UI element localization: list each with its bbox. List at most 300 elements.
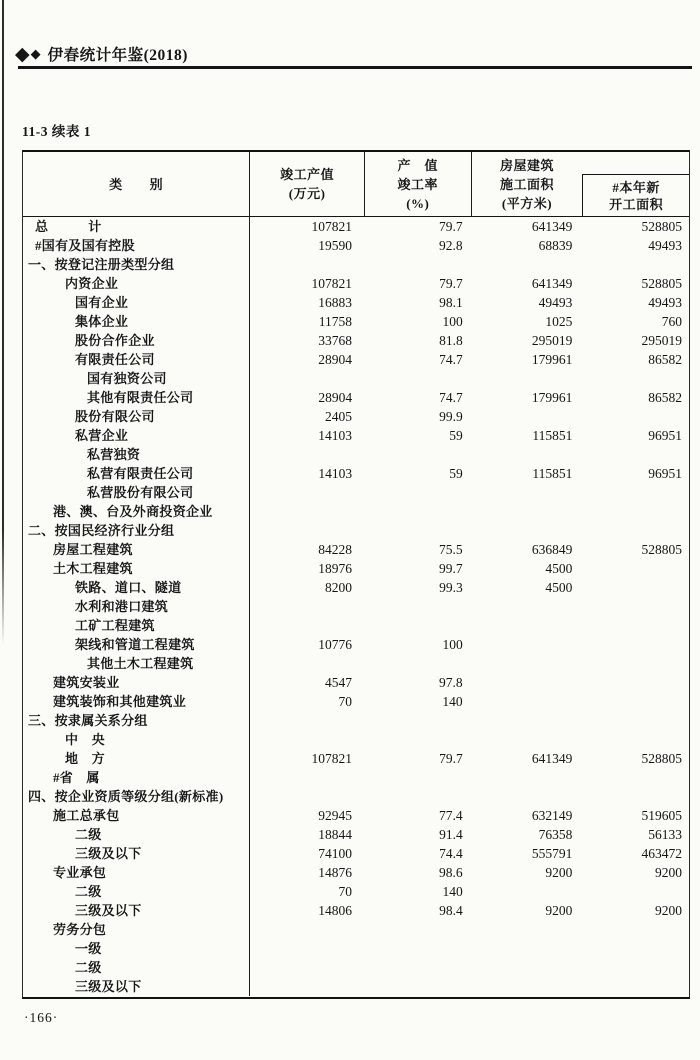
table-header-row xyxy=(23,152,689,217)
row-completion-rate-value xyxy=(365,958,472,977)
row-category-label xyxy=(23,502,250,521)
page-number: ·166· xyxy=(24,1010,59,1025)
row-new-start-area-value xyxy=(582,502,689,521)
table-row xyxy=(23,806,689,825)
row-new-start-area-value xyxy=(582,768,689,787)
row-category-label xyxy=(23,939,250,958)
table-row xyxy=(23,350,689,369)
row-category-label xyxy=(23,901,250,920)
row-construction-area-value xyxy=(472,445,583,464)
row-new-start-area-value: 528805 xyxy=(641,751,683,766)
row-category-text: 二级 xyxy=(75,827,102,842)
row-new-start-area-value xyxy=(582,483,689,502)
row-category-label xyxy=(23,730,250,749)
row-new-start-area-value xyxy=(582,597,689,616)
row-completed-output-value: 14876 xyxy=(318,865,352,880)
header-construction-area xyxy=(472,152,583,216)
row-category-label xyxy=(23,559,250,578)
row-category-label xyxy=(23,597,250,616)
row-new-start-area-value: 528805 xyxy=(641,276,683,291)
row-category-label xyxy=(23,464,250,483)
row-construction-area-value xyxy=(472,654,583,673)
table-row xyxy=(23,749,689,768)
row-new-start-area-value: 86582 xyxy=(648,390,682,405)
row-construction-area-value xyxy=(472,502,583,521)
row-completed-output-value: 14103 xyxy=(318,428,353,443)
row-construction-area-value: 76358 xyxy=(538,827,573,842)
row-category-text: 港、澳、台及外商投资企业 xyxy=(53,504,213,519)
row-completion-rate-value: 79.7 xyxy=(439,751,463,766)
row-construction-area-value xyxy=(472,958,583,977)
row-completion-rate-value xyxy=(365,521,472,540)
row-category-text: 二级 xyxy=(75,884,102,899)
row-construction-area-value xyxy=(472,939,583,958)
row-category-text: 建筑装饰和其他建筑业 xyxy=(53,694,187,709)
row-completion-rate-value: 77.4 xyxy=(439,808,463,823)
row-completed-output-value: 18976 xyxy=(318,561,352,576)
row-category-label xyxy=(23,407,250,426)
row-construction-area-value: 9200 xyxy=(545,865,573,880)
row-construction-area-value xyxy=(472,920,583,939)
row-category-label xyxy=(23,521,250,540)
row-completed-output-value xyxy=(250,369,365,388)
row-new-start-area-value: 96951 xyxy=(648,428,682,443)
row-completed-output-value: 107821 xyxy=(311,751,353,766)
row-construction-area-value: 641349 xyxy=(531,219,573,234)
row-new-start-area-value xyxy=(582,920,689,939)
header-line: 产 值 xyxy=(397,157,439,173)
header-line: 施工面积 xyxy=(499,176,554,192)
header-line: (平方米) xyxy=(501,195,553,211)
table-row xyxy=(23,540,689,559)
row-new-start-area-value xyxy=(582,730,689,749)
row-construction-area-value xyxy=(472,711,583,730)
table-row xyxy=(23,977,689,996)
row-new-start-area-value: 528805 xyxy=(641,219,682,234)
row-category-label xyxy=(23,578,250,597)
row-category-text: 三、按隶属关系分组 xyxy=(28,713,148,728)
header-line: 竣工产值 xyxy=(280,167,335,182)
row-completed-output-value: 74100 xyxy=(318,846,353,861)
header-line: 房屋建筑 xyxy=(499,157,554,173)
row-construction-area-value: 179961 xyxy=(531,352,573,367)
row-category-text: 建筑安装业 xyxy=(53,675,120,690)
row-completed-output-value: 33768 xyxy=(318,333,353,348)
row-construction-area-value xyxy=(472,635,583,654)
row-completion-rate-value xyxy=(365,502,472,521)
row-completion-rate-value: 98.6 xyxy=(439,865,463,880)
row-completion-rate-value: 59 xyxy=(449,428,463,443)
row-completion-rate-value: 98.4 xyxy=(439,903,463,918)
row-category-label xyxy=(23,540,250,559)
header-category xyxy=(23,152,250,216)
table-row xyxy=(23,863,689,882)
table-row xyxy=(23,559,689,578)
row-construction-area-value xyxy=(472,882,583,901)
row-new-start-area-value xyxy=(582,958,689,977)
row-completed-output-value: 28904 xyxy=(318,352,353,367)
row-new-start-area-value: 9200 xyxy=(655,865,682,880)
row-completion-rate-value xyxy=(365,255,472,274)
row-construction-area-value: 4500 xyxy=(545,580,573,595)
row-category-text: 土木工程建筑 xyxy=(53,561,133,576)
row-completed-output-value: 28904 xyxy=(318,390,353,405)
row-category-label xyxy=(23,236,250,255)
table-row xyxy=(23,920,689,939)
row-completed-output-value: 11758 xyxy=(318,314,353,329)
row-construction-area-value xyxy=(472,787,583,806)
row-construction-area-value xyxy=(472,977,583,996)
row-category-label xyxy=(23,863,250,882)
row-category-label xyxy=(23,825,250,844)
row-completion-rate-value xyxy=(365,920,472,939)
table-row xyxy=(23,939,689,958)
header-line: 竣工率 xyxy=(397,176,439,192)
row-category-text: 有限责任公司 xyxy=(75,352,155,367)
header-category-label: 类 别 xyxy=(109,176,164,192)
table-row xyxy=(23,483,689,502)
row-completed-output-value xyxy=(250,445,365,464)
row-construction-area-value: 555791 xyxy=(531,846,573,861)
row-completion-rate-value: 99.9 xyxy=(439,409,463,424)
row-completed-output-value xyxy=(250,711,365,730)
row-construction-area-value xyxy=(472,255,583,274)
row-category-text: 集体企业 xyxy=(75,314,129,329)
row-construction-area-value: 632149 xyxy=(531,808,573,823)
row-construction-area-value xyxy=(472,730,583,749)
table-row xyxy=(23,730,689,749)
table-row xyxy=(23,464,689,483)
row-completed-output-value xyxy=(250,787,365,806)
row-category-text: 私营企业 xyxy=(75,428,129,443)
header-completion-rate xyxy=(365,152,472,216)
row-completion-rate-value: 81.8 xyxy=(439,333,463,348)
row-completed-output-value xyxy=(250,616,365,635)
row-completion-rate-value xyxy=(365,711,472,730)
table-row xyxy=(23,578,689,597)
row-completed-output-value: 19590 xyxy=(318,238,352,253)
row-completed-output-value xyxy=(250,730,365,749)
table-row xyxy=(23,236,689,255)
row-new-start-area-value: 528805 xyxy=(641,542,682,557)
row-category-text: 其他有限责任公司 xyxy=(87,390,194,405)
header-new-start-area-box xyxy=(582,174,689,216)
row-construction-area-value: 115851 xyxy=(532,428,573,443)
row-completion-rate-value: 91.4 xyxy=(439,827,463,842)
row-category-label xyxy=(23,806,250,825)
row-category-label xyxy=(23,388,250,407)
row-new-start-area-value xyxy=(582,711,689,730)
row-category-text: 总 计 xyxy=(35,219,102,234)
row-category-text: 股份合作企业 xyxy=(75,333,155,348)
row-construction-area-value xyxy=(472,521,583,540)
row-category-text: #国有及国有控股 xyxy=(35,238,135,253)
row-category-label xyxy=(23,350,250,369)
header-line: (万元) xyxy=(288,186,326,201)
row-new-start-area-value xyxy=(582,559,689,578)
row-category-text: 三级及以下 xyxy=(75,979,142,994)
row-completed-output-value: 92945 xyxy=(318,808,352,823)
row-completed-output-value xyxy=(250,920,365,939)
row-construction-area-value: 9200 xyxy=(545,903,573,918)
row-category-text: 房屋工程建筑 xyxy=(53,542,133,557)
row-construction-area-value: 115851 xyxy=(532,466,573,481)
row-category-text: 二级 xyxy=(75,960,102,975)
row-category-label xyxy=(23,977,250,996)
row-new-start-area-value: 9200 xyxy=(655,903,682,918)
table-row xyxy=(23,293,689,312)
row-category-text: 三级及以下 xyxy=(75,903,142,918)
table-row xyxy=(23,388,689,407)
row-new-start-area-value xyxy=(582,445,689,464)
row-completed-output-value xyxy=(250,768,365,787)
row-completed-output-value: 14806 xyxy=(318,903,353,918)
table-row xyxy=(23,673,689,692)
row-completed-output-value: 70 xyxy=(338,884,353,899)
statistics-table xyxy=(22,150,690,999)
header-rule xyxy=(18,66,692,69)
row-category-label xyxy=(23,711,250,730)
row-category-text: 中 央 xyxy=(65,732,105,747)
row-construction-area-value xyxy=(472,407,583,426)
table-row xyxy=(23,217,689,236)
diamond-icon-small: ◆ xyxy=(30,46,41,62)
row-category-label xyxy=(23,217,250,236)
table-row xyxy=(23,692,689,711)
row-new-start-area-value xyxy=(582,939,689,958)
row-category-label xyxy=(23,255,250,274)
row-new-start-area-value xyxy=(582,654,689,673)
scan-edge-artifact xyxy=(2,0,4,645)
page-header-banner xyxy=(15,42,188,66)
row-completed-output-value: 4547 xyxy=(325,675,352,690)
row-construction-area-value xyxy=(472,483,583,502)
table-row xyxy=(23,654,689,673)
header-line: 开工面积 xyxy=(609,196,664,212)
row-category-label xyxy=(23,483,250,502)
row-completion-rate-value xyxy=(365,445,472,464)
row-new-start-area-value: 49493 xyxy=(648,238,682,253)
row-new-start-area-value: 760 xyxy=(661,314,682,329)
row-new-start-area-value xyxy=(582,255,689,274)
row-completion-rate-value: 74.7 xyxy=(439,352,463,367)
row-completed-output-value: 107821 xyxy=(311,219,352,234)
row-completed-output-value: 18844 xyxy=(318,827,353,842)
row-completed-output-value xyxy=(250,502,365,521)
table-row xyxy=(23,597,689,616)
row-construction-area-value: 295019 xyxy=(531,333,573,348)
row-completed-output-value xyxy=(250,521,365,540)
row-category-label xyxy=(23,768,250,787)
row-new-start-area-value: 56133 xyxy=(648,827,682,842)
row-construction-area-value: 641349 xyxy=(531,751,573,766)
table-caption: 11-3 续表 1 xyxy=(22,124,92,139)
table-row xyxy=(23,369,689,388)
row-completed-output-value: 2405 xyxy=(325,409,353,424)
row-completed-output-value: 10776 xyxy=(318,637,353,652)
table-row xyxy=(23,882,689,901)
row-construction-area-value: 49493 xyxy=(538,295,573,310)
row-completion-rate-value xyxy=(365,654,472,673)
row-new-start-area-value: 96951 xyxy=(648,466,682,481)
row-completion-rate-value: 74.7 xyxy=(439,390,463,405)
row-completion-rate-value: 74.4 xyxy=(439,846,463,861)
row-new-start-area-value xyxy=(582,692,689,711)
row-category-label xyxy=(23,787,250,806)
row-completion-rate-value: 98.1 xyxy=(439,295,463,310)
row-construction-area-value xyxy=(472,768,583,787)
row-new-start-area-value xyxy=(582,977,689,996)
row-completed-output-value: 107821 xyxy=(311,276,353,291)
row-construction-area-value: 641349 xyxy=(531,276,573,291)
table-row xyxy=(23,255,689,274)
row-category-label xyxy=(23,635,250,654)
row-category-text: 施工总承包 xyxy=(53,808,120,823)
row-category-text: 专业承包 xyxy=(53,865,107,880)
row-new-start-area-value xyxy=(582,407,689,426)
row-category-text: 其他土木工程建筑 xyxy=(87,656,194,671)
row-completed-output-value xyxy=(250,977,365,996)
table-row xyxy=(23,445,689,464)
row-completion-rate-value: 99.7 xyxy=(439,561,463,576)
row-category-text: #省 属 xyxy=(53,770,100,785)
row-category-label xyxy=(23,673,250,692)
table-row xyxy=(23,844,689,863)
row-construction-area-value: 68839 xyxy=(538,238,573,253)
row-completed-output-value xyxy=(250,597,365,616)
row-category-label xyxy=(23,616,250,635)
row-category-label xyxy=(23,920,250,939)
row-category-label xyxy=(23,844,250,863)
row-completion-rate-value: 92.8 xyxy=(439,238,463,253)
row-construction-area-value xyxy=(472,692,583,711)
row-category-text: 私营有限责任公司 xyxy=(87,466,194,481)
yearbook-title: 伊春统计年鉴(2018) xyxy=(47,47,188,64)
row-completion-rate-value: 100 xyxy=(442,637,463,652)
table-row xyxy=(23,768,689,787)
row-completion-rate-value xyxy=(365,977,472,996)
row-category-text: 股份有限公司 xyxy=(75,409,155,424)
table-row xyxy=(23,635,689,654)
table-row xyxy=(23,521,689,540)
row-completed-output-value: 14103 xyxy=(318,466,353,481)
row-completion-rate-value: 100 xyxy=(442,314,463,329)
row-construction-area-value xyxy=(472,369,583,388)
row-category-label xyxy=(23,331,250,350)
row-category-text: 地 方 xyxy=(65,751,105,766)
table-row xyxy=(23,331,689,350)
row-completion-rate-value xyxy=(365,616,472,635)
header-line: #本年新 xyxy=(612,179,660,195)
row-category-text: 一级 xyxy=(75,941,102,956)
row-category-label xyxy=(23,293,250,312)
row-new-start-area-value: 519605 xyxy=(641,808,682,823)
row-category-text: 内资企业 xyxy=(65,276,119,291)
row-construction-area-value: 636849 xyxy=(531,542,573,557)
row-category-label xyxy=(23,426,250,445)
row-completion-rate-value xyxy=(365,483,472,502)
row-completed-output-value: 84228 xyxy=(318,542,352,557)
header-completed-output xyxy=(250,152,365,216)
table-row xyxy=(23,426,689,445)
row-category-text: 工矿工程建筑 xyxy=(75,618,155,633)
row-construction-area-value: 1025 xyxy=(545,314,573,329)
row-completion-rate-value: 140 xyxy=(442,694,463,709)
row-category-text: 二、按国民经济行业分组 xyxy=(28,523,175,538)
row-category-text: 架线和管道工程建筑 xyxy=(75,637,195,652)
row-category-text: 四、按企业资质等级分组(新标准) xyxy=(28,789,224,804)
row-new-start-area-value xyxy=(582,673,689,692)
header-line: (%) xyxy=(406,195,430,211)
row-new-start-area-value xyxy=(582,787,689,806)
table-row xyxy=(23,616,689,635)
row-new-start-area-value xyxy=(582,635,689,654)
table-body xyxy=(23,217,689,996)
row-category-label xyxy=(23,958,250,977)
row-completion-rate-value: 99.3 xyxy=(439,580,463,595)
row-construction-area-value xyxy=(472,673,583,692)
row-completed-output-value: 70 xyxy=(338,694,352,709)
row-category-label xyxy=(23,369,250,388)
row-category-text: 一、按登记注册类型分组 xyxy=(28,257,175,272)
row-completion-rate-value: 75.5 xyxy=(439,542,463,557)
table-row xyxy=(23,274,689,293)
row-completed-output-value: 8200 xyxy=(325,580,353,595)
table-row xyxy=(23,825,689,844)
row-completion-rate-value: 97.8 xyxy=(439,675,463,690)
row-completion-rate-value xyxy=(365,787,472,806)
row-completion-rate-value xyxy=(365,768,472,787)
row-new-start-area-value xyxy=(582,369,689,388)
row-category-text: 铁路、道口、隧道 xyxy=(75,580,182,595)
row-completion-rate-value xyxy=(365,939,472,958)
row-completion-rate-value: 79.7 xyxy=(439,219,463,234)
row-category-label xyxy=(23,312,250,331)
row-category-label xyxy=(23,882,250,901)
row-completed-output-value xyxy=(250,939,365,958)
row-completion-rate-value xyxy=(365,730,472,749)
row-new-start-area-value xyxy=(582,882,689,901)
row-category-label xyxy=(23,654,250,673)
row-category-text: 私营股份有限公司 xyxy=(87,485,194,500)
row-completed-output-value xyxy=(250,483,365,502)
table-row xyxy=(23,407,689,426)
row-completion-rate-value: 59 xyxy=(449,466,463,481)
row-category-text: 三级及以下 xyxy=(75,846,142,861)
row-completion-rate-value xyxy=(365,597,472,616)
row-completed-output-value: 16883 xyxy=(318,295,353,310)
row-new-start-area-value xyxy=(582,616,689,635)
row-category-text: 水利和港口建筑 xyxy=(75,599,169,614)
table-row xyxy=(23,502,689,521)
row-new-start-area-value: 86582 xyxy=(648,352,682,367)
row-completion-rate-value: 79.7 xyxy=(439,276,463,291)
row-new-start-area-value: 463472 xyxy=(641,846,682,861)
table-row xyxy=(23,711,689,730)
header-new-start-area xyxy=(582,152,689,216)
table-row xyxy=(23,958,689,977)
row-new-start-area-value xyxy=(582,521,689,540)
diamond-icon: ◆ xyxy=(15,42,30,65)
row-construction-area-value: 4500 xyxy=(545,561,573,576)
row-completed-output-value xyxy=(250,958,365,977)
row-category-label xyxy=(23,274,250,293)
table-row xyxy=(23,312,689,331)
row-completed-output-value xyxy=(250,654,365,673)
row-construction-area-value xyxy=(472,616,583,635)
row-category-label xyxy=(23,445,250,464)
row-new-start-area-value xyxy=(582,578,689,597)
